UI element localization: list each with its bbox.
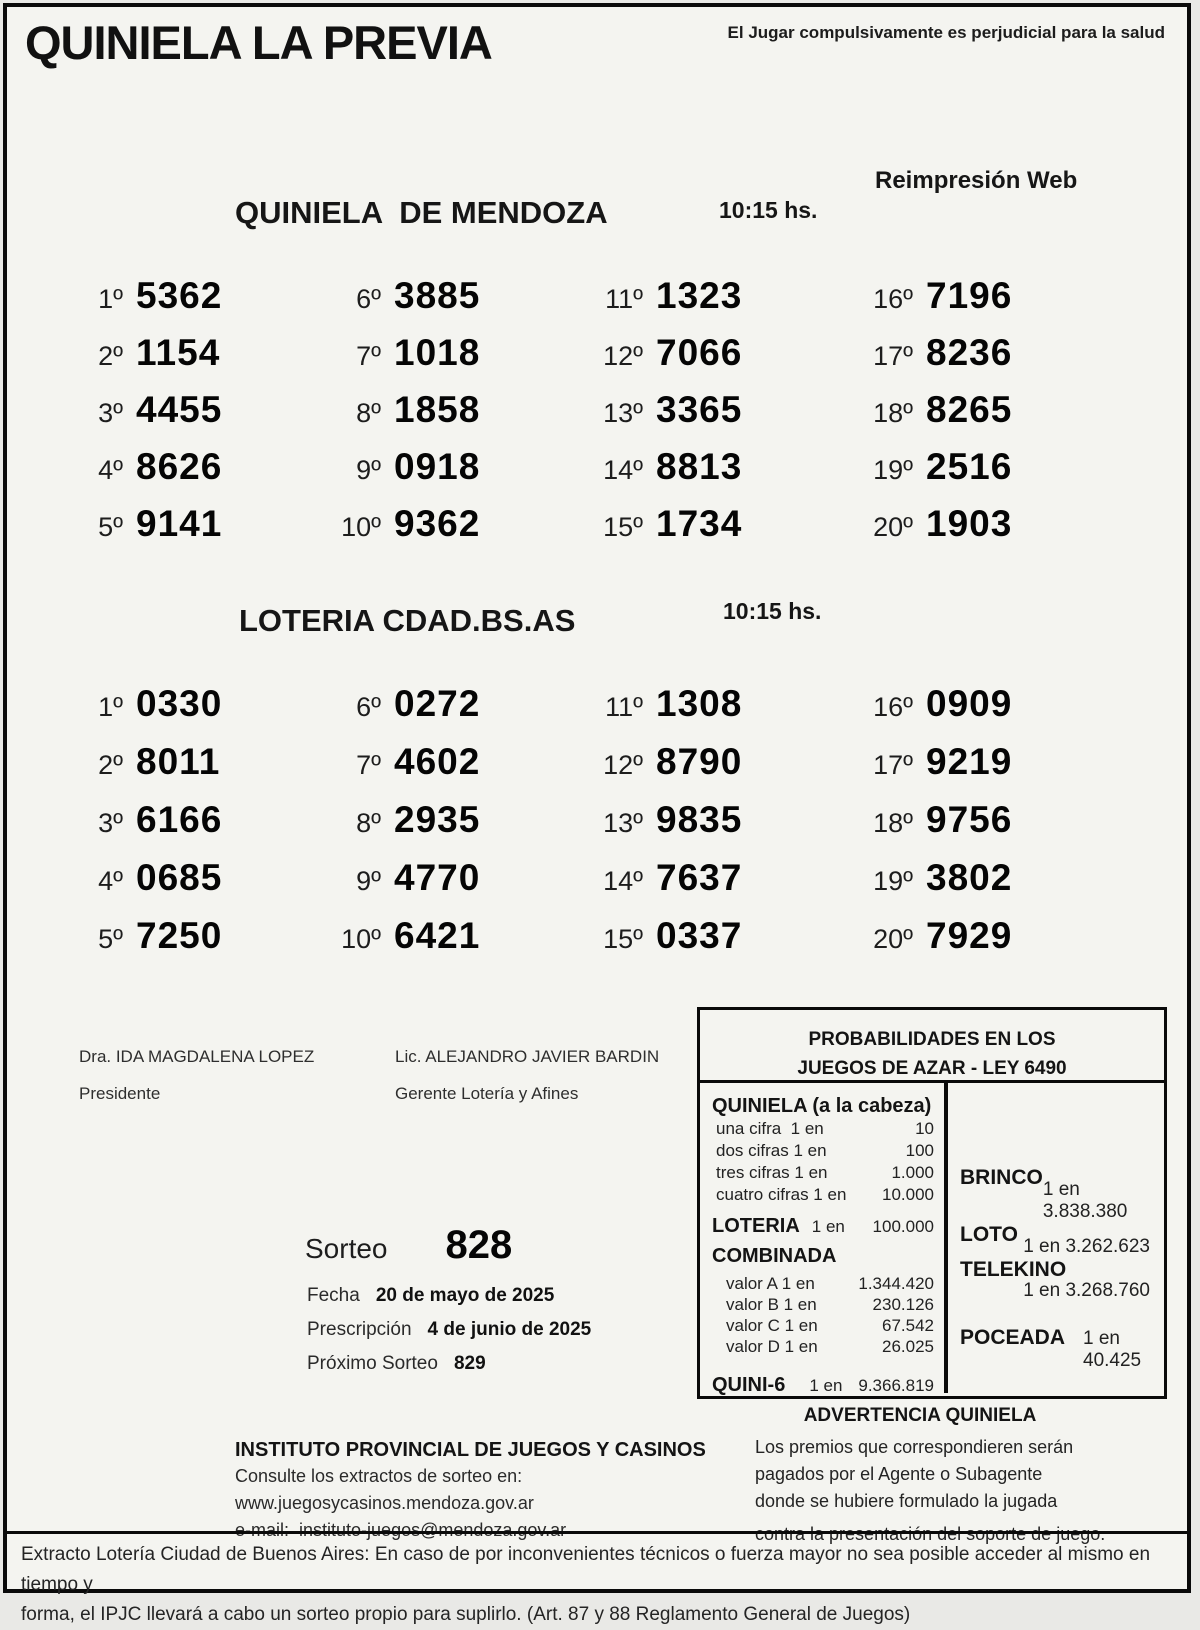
result-number: 0272 [394, 683, 481, 724]
result-position: 9º [356, 455, 381, 485]
result-number: 2516 [926, 446, 1013, 487]
game-odds-brinco [960, 1166, 1150, 1223]
result-number: 9219 [926, 741, 1013, 782]
fecha-row [307, 1285, 554, 1307]
probabilities-title [700, 1010, 1164, 1083]
result-7º [325, 332, 587, 389]
quini6-odds-mid: 1 en [809, 1376, 843, 1395]
result-number: 1858 [394, 389, 481, 430]
result-number: 9141 [136, 503, 223, 544]
result-19º [857, 857, 1159, 915]
health-warning-text: El Jugar compulsivamente es perjudicial para la salud [727, 23, 1165, 42]
signature-role: Gerente Lotería y Afines [395, 1084, 579, 1103]
result-11º [587, 275, 857, 332]
game-odds-value: 1 en 3.268.760 [1023, 1280, 1150, 1301]
odds-row [712, 1118, 934, 1140]
advertencia-line: contra la presentación del soporte de juego. [755, 1524, 1106, 1544]
result-number: 4602 [394, 741, 481, 782]
result-16º [857, 683, 1159, 741]
result-position: 7º [356, 341, 381, 371]
result-position: 18º [873, 398, 913, 428]
result-16º [857, 275, 1159, 332]
odds-label: valor A 1 en [726, 1274, 815, 1293]
probabilities-title-line1: PROBABILIDADES EN LOS [808, 1029, 1056, 1050]
sorteo-row [305, 1223, 512, 1268]
result-position: 11º [605, 284, 643, 314]
result-number: 8790 [656, 741, 743, 782]
probabilities-left-column [700, 1083, 948, 1396]
odds-label: valor C 1 en [726, 1316, 818, 1335]
result-number: 1903 [926, 503, 1013, 544]
result-position: 13º [603, 398, 643, 428]
result-number: 7196 [926, 275, 1013, 316]
result-position: 16º [873, 692, 913, 722]
loteria-odds-value: 100.000 [872, 1217, 934, 1236]
advertencia-line: donde se hubiere formulado la jugada [755, 1491, 1058, 1511]
result-position: 5º [98, 512, 123, 542]
odds-row [712, 1140, 934, 1162]
result-position: 10º [341, 512, 381, 542]
odds-label: una cifra 1 en [716, 1119, 824, 1138]
institute-consult-line: Consulte los extractos de sorteo en: [235, 1466, 523, 1486]
result-position: 17º [873, 750, 913, 780]
result-number: 2935 [394, 799, 481, 840]
signature-name: Dra. IDA MAGDALENA LOPEZ [79, 1047, 315, 1066]
result-position: 8º [356, 808, 381, 838]
advertencia-line: pagados por el Agente o Subagente [755, 1464, 1043, 1484]
result-12º [587, 741, 857, 799]
result-8º [325, 799, 587, 857]
result-3º [67, 389, 325, 446]
odds-row [712, 1294, 934, 1315]
result-13º [587, 389, 857, 446]
odds-row [712, 1273, 934, 1294]
result-3º [67, 799, 325, 857]
result-position: 17º [873, 341, 913, 371]
result-14º [587, 857, 857, 915]
odds-row [712, 1336, 934, 1357]
signature-manager [395, 1047, 659, 1104]
draw-time-bsas: 10:15 hs. [723, 598, 822, 624]
odds-value: 10 [915, 1119, 934, 1138]
result-number: 0909 [926, 683, 1013, 724]
result-number: 0685 [136, 857, 223, 898]
result-1º [67, 683, 325, 741]
signature-name: Lic. ALEJANDRO JAVIER BARDIN [395, 1047, 660, 1066]
result-position: 20º [873, 924, 913, 954]
result-number: 1308 [656, 683, 743, 724]
result-position: 12º [603, 341, 643, 371]
game-odds-label: LOTO [960, 1223, 1018, 1246]
result-position: 15º [603, 512, 643, 542]
result-position: 4º [98, 866, 123, 896]
result-number: 5362 [136, 275, 223, 316]
result-position: 19º [873, 866, 913, 896]
loteria-odds-mid: 1 en [811, 1217, 845, 1236]
sorteo-label: Sorteo [305, 1233, 388, 1264]
page-title: QUINIELA LA PREVIA [25, 16, 492, 69]
result-20º [857, 503, 1159, 560]
result-position: 5º [98, 924, 123, 954]
result-position: 10º [341, 924, 381, 954]
reprint-web-label: Reimpresión Web [875, 167, 1078, 194]
result-position: 1º [98, 284, 123, 314]
result-12º [587, 332, 857, 389]
advertencia-title: ADVERTENCIA QUINIELA [803, 1405, 1037, 1426]
probabilities-title-line2: JUEGOS DE AZAR - LEY 6490 [797, 1058, 1067, 1079]
results-grid-mendoza [67, 275, 1159, 560]
game-odds-poceada [960, 1326, 1150, 1372]
footer-note-line2: forma, el IPJC llevará a cabo un sorteo propio para suplirlo. (Art. 87 y 88 Reglamento General de Juegos) [21, 1604, 911, 1625]
result-number: 3802 [926, 857, 1013, 898]
probabilities-box [697, 1007, 1167, 1399]
draw-title-bsas: LOTERIA CDAD.BS.AS [239, 603, 576, 638]
odds-value: 26.025 [882, 1337, 934, 1356]
result-position: 4º [98, 455, 123, 485]
game-odds-label: POCEADA [960, 1326, 1066, 1349]
institute-email: instituto-juegos@mendoza.gov.ar [299, 1520, 567, 1540]
quiniela-odds-header: QUINIELA (a la cabeza) [712, 1095, 932, 1117]
institute-name: INSTITUTO PROVINCIAL DE JUEGOS Y CASINOS [235, 1439, 706, 1461]
loteria-odds-row [712, 1215, 934, 1238]
odds-row [712, 1315, 934, 1336]
result-position: 3º [98, 398, 123, 428]
result-number: 1323 [656, 275, 743, 316]
result-number: 4455 [136, 389, 223, 430]
result-position: 2º [98, 341, 123, 371]
result-number: 3885 [394, 275, 481, 316]
footer-note-line1: Extracto Lotería Ciudad de Buenos Aires: En caso de por inconvenientes técnicos o fuerza mayor no sea posible acceder al mismo en tiempo y [21, 1544, 1151, 1595]
quini6-odds-row [712, 1374, 934, 1397]
result-19º [857, 446, 1159, 503]
game-odds-label: TELEKINO [960, 1258, 1067, 1281]
odds-label: valor D 1 en [726, 1337, 818, 1356]
result-4º [67, 857, 325, 915]
result-number: 9362 [394, 503, 481, 544]
result-position: 1º [98, 692, 123, 722]
result-13º [587, 799, 857, 857]
footer-note [21, 1540, 1173, 1630]
results-grid-bsas [67, 683, 1159, 973]
odds-value: 67.542 [882, 1316, 934, 1335]
result-18º [857, 389, 1159, 446]
result-15º [587, 503, 857, 560]
result-number: 1018 [394, 332, 481, 373]
quini6-odds-value: 9.366.819 [858, 1376, 934, 1395]
result-11º [587, 683, 857, 741]
odds-value: 230.126 [872, 1295, 934, 1314]
result-position: 19º [873, 455, 913, 485]
result-9º [325, 446, 587, 503]
combinada-odds-header: COMBINADA [712, 1245, 837, 1267]
result-6º [325, 275, 587, 332]
result-20º [857, 915, 1159, 973]
result-number: 8236 [926, 332, 1013, 373]
result-number: 8626 [136, 446, 223, 487]
result-position: 14º [603, 866, 643, 896]
game-odds-value: 1 en 3.262.623 [1023, 1236, 1150, 1257]
result-10º [325, 915, 587, 973]
result-number: 6166 [136, 799, 223, 840]
result-position: 7º [356, 750, 381, 780]
odds-label: dos cifras 1 en [716, 1141, 827, 1160]
result-number: 1154 [136, 332, 221, 373]
proximo-sorteo-row [307, 1353, 486, 1375]
game-odds-value: 1 en 40.425 [1083, 1328, 1142, 1371]
result-number: 7929 [926, 915, 1013, 956]
footer-divider [7, 1531, 1187, 1534]
game-odds-label: BRINCO [960, 1166, 1043, 1189]
fecha-label: Fecha [307, 1285, 360, 1306]
fecha-value: 20 de mayo de 2025 [375, 1285, 555, 1306]
result-position: 9º [356, 866, 381, 896]
loteria-odds-label: LOTERIA [712, 1215, 800, 1237]
odds-value: 10.000 [882, 1185, 934, 1204]
result-4º [67, 446, 325, 503]
result-5º [67, 915, 325, 973]
result-position: 6º [356, 284, 381, 314]
result-position: 14º [603, 455, 643, 485]
combinada-odds-rows [712, 1273, 934, 1357]
result-number: 7250 [136, 915, 223, 956]
odds-label: valor B 1 en [726, 1295, 817, 1314]
result-position: 16º [873, 284, 913, 314]
prescripcion-value: 4 de junio de 2025 [427, 1319, 592, 1340]
result-number: 7637 [656, 857, 743, 898]
result-1º [67, 275, 325, 332]
result-number: 7066 [656, 332, 743, 373]
result-position: 13º [603, 808, 643, 838]
result-number: 9835 [656, 799, 743, 840]
result-2º [67, 741, 325, 799]
result-position: 12º [603, 750, 643, 780]
result-number: 6421 [394, 915, 481, 956]
odds-value: 1.000 [891, 1163, 934, 1182]
proximo-sorteo-value: 829 [453, 1353, 486, 1374]
result-number: 0337 [656, 915, 743, 956]
result-9º [325, 857, 587, 915]
game-odds-telekino [960, 1258, 1150, 1302]
draw-time-mendoza: 10:15 hs. [719, 197, 818, 223]
result-number: 0330 [136, 683, 223, 724]
result-number: 1734 [656, 503, 743, 544]
result-position: 11º [605, 692, 643, 722]
result-number: 3365 [656, 389, 743, 430]
result-14º [587, 446, 857, 503]
game-odds-value: 1 en 3.838.380 [1042, 1179, 1128, 1222]
quini6-odds-label: QUINI-6 [712, 1374, 786, 1396]
result-position: 20º [873, 512, 913, 542]
signature-role: Presidente [79, 1084, 161, 1103]
odds-label: tres cifras 1 en [716, 1163, 828, 1182]
result-number: 9756 [926, 799, 1013, 840]
result-number: 8011 [136, 741, 221, 782]
quiniela-odds-rows [712, 1118, 934, 1206]
lottery-extract-page [3, 3, 1191, 1625]
institute-website: www.juegosycasinos.mendoza.gov.ar [235, 1493, 534, 1513]
odds-row [712, 1184, 934, 1206]
result-7º [325, 741, 587, 799]
result-17º [857, 741, 1159, 799]
signature-president [79, 1047, 314, 1104]
odds-row [712, 1162, 934, 1184]
result-17º [857, 332, 1159, 389]
result-18º [857, 799, 1159, 857]
result-number: 8265 [926, 389, 1013, 430]
result-position: 15º [603, 924, 643, 954]
result-position: 2º [98, 750, 123, 780]
odds-value: 100 [905, 1141, 934, 1160]
result-position: 8º [356, 398, 381, 428]
sorteo-number: 828 [445, 1223, 513, 1267]
odds-value: 1.344.420 [858, 1274, 934, 1293]
result-5º [67, 503, 325, 560]
prescripcion-label: Prescripción [307, 1319, 412, 1340]
result-number: 0918 [394, 446, 481, 487]
institute-block [235, 1439, 706, 1541]
result-10º [325, 503, 587, 560]
result-position: 18º [873, 808, 913, 838]
prescripcion-row [307, 1319, 591, 1341]
odds-label: cuatro cifras 1 en [716, 1185, 847, 1204]
email-label: e-mail: [235, 1520, 290, 1540]
result-15º [587, 915, 857, 973]
result-number: 8813 [656, 446, 743, 487]
result-8º [325, 389, 587, 446]
result-6º [325, 683, 587, 741]
result-position: 3º [98, 808, 123, 838]
draw-title-mendoza: QUINIELA DE MENDOZA [235, 195, 608, 230]
game-odds-loto [960, 1223, 1150, 1258]
advertencia-line: Los premios que correspondieren serán [755, 1437, 1074, 1457]
probabilities-right-column [948, 1083, 1164, 1393]
result-number: 4770 [394, 857, 481, 898]
result-2º [67, 332, 325, 389]
result-position: 6º [356, 692, 381, 722]
proximo-sorteo-label: Próximo Sorteo [307, 1353, 438, 1374]
